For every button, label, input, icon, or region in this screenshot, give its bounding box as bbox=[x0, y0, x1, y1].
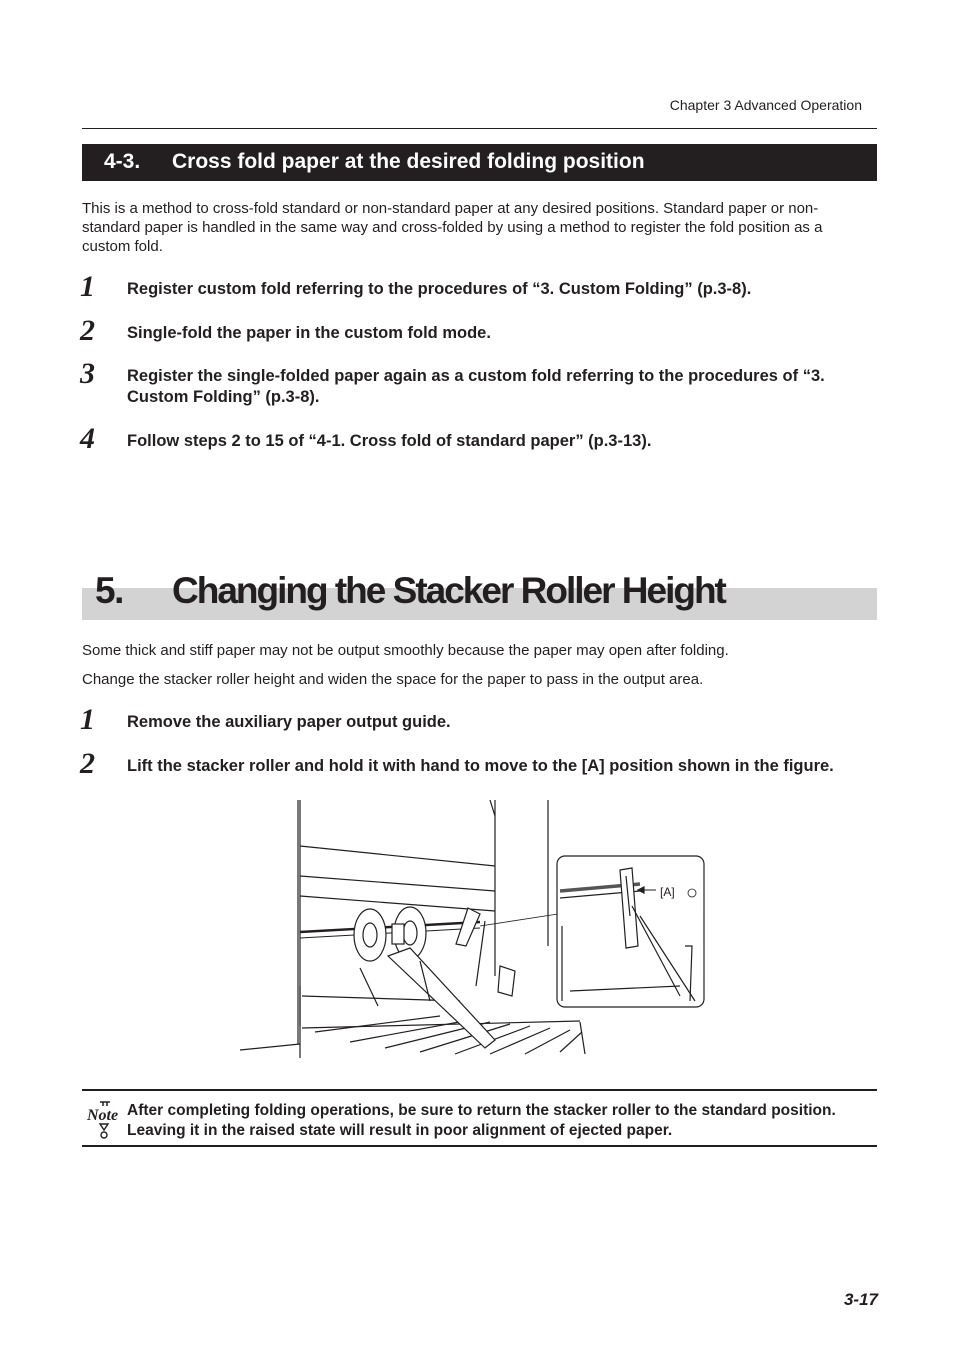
step-text: Remove the auxiliary paper output guide. bbox=[127, 713, 451, 731]
chapter-heading-title: Changing the Stacker Roller Height bbox=[172, 570, 725, 611]
note-text: After completing folding operations, be sure to return the stacker roller to the standard position. Leaving it in the raised state will result in poor alignment of ejected paper. bbox=[127, 1102, 836, 1139]
figure-callout-label: [A] bbox=[660, 885, 675, 899]
step-number: 2 bbox=[80, 747, 95, 780]
stacker-roller-figure bbox=[240, 796, 710, 1058]
note-bottom-rule bbox=[82, 1145, 877, 1147]
section-number: 4-3. bbox=[104, 150, 141, 173]
section-title: Cross fold paper at the desired folding position bbox=[172, 150, 645, 173]
step-text: Register custom fold referring to the procedures of “3. Custom Folding” (p.3-8). bbox=[127, 280, 752, 298]
chapter-heading-number: 5. bbox=[95, 570, 123, 611]
section-paragraph: Change the stacker roller height and widen the space for the paper to pass in the output area. bbox=[82, 671, 704, 688]
section-intro: This is a method to cross-fold standard or non-standard paper at any desired positions. Standard paper or non-standard paper is handled in the same way and cross-folded by using a method to register the fold position as a custom fold. bbox=[82, 200, 823, 255]
section-paragraph: Some thick and stiff paper may not be output smoothly because the paper may open after folding. bbox=[82, 642, 729, 659]
step-number: 1 bbox=[80, 703, 95, 736]
step-text: Lift the stacker roller and hold it with hand to move to the [A] position shown in the figure. bbox=[127, 757, 834, 775]
step-number: 1 bbox=[80, 270, 95, 303]
step-text: Single-fold the paper in the custom fold mode. bbox=[127, 324, 491, 342]
note-icon-label: Note bbox=[87, 1107, 119, 1124]
step-number: 3 bbox=[80, 357, 95, 390]
chapter-header: Chapter 3 Advanced Operation bbox=[669, 97, 862, 113]
header-rule bbox=[82, 128, 877, 129]
step-text: Follow steps 2 to 15 of “4-1. Cross fold of standard paper” (p.3-13). bbox=[127, 432, 652, 450]
page-number: 3-17 bbox=[843, 1290, 878, 1309]
note-icon bbox=[86, 1100, 122, 1142]
step-text: Register the single-folded paper again as a custom fold referring to the procedures of “3. Custom Folding” (p.3-8). bbox=[127, 367, 825, 406]
step-number: 4 bbox=[80, 422, 95, 455]
note-top-rule bbox=[82, 1089, 877, 1091]
step-number: 2 bbox=[80, 314, 95, 347]
